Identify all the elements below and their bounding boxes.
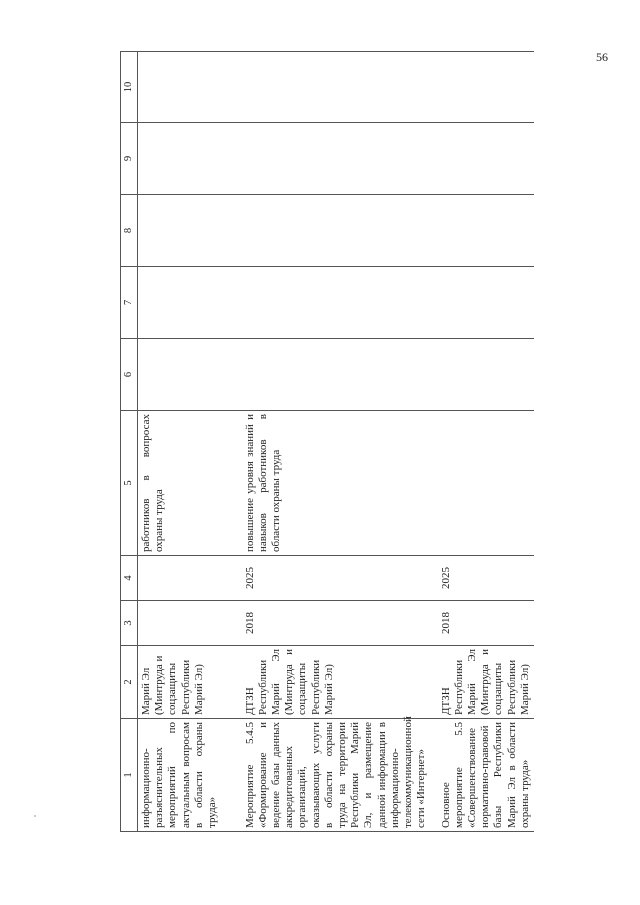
rotated-table-container — [120, 52, 531, 832]
empty-cell — [242, 267, 438, 339]
empty-cell — [138, 123, 242, 195]
header-row — [121, 52, 138, 832]
column-header: 9 — [121, 123, 138, 195]
empty-cell — [242, 195, 438, 267]
start-year-cell — [138, 601, 242, 646]
page-number: 56 — [596, 50, 608, 64]
empty-cell — [138, 195, 242, 267]
scan-speck — [34, 815, 36, 817]
measures-table — [120, 51, 534, 832]
result-cell — [438, 411, 534, 556]
column-header: 7 — [121, 267, 138, 339]
measure-cell: Основное мероприятие 5.5 «Совершенствование нормативно-правовой базы Республики Марий Эл в области охраны труда» — [438, 719, 534, 832]
start-year-cell: 2018 — [438, 601, 534, 646]
empty-cell — [438, 267, 534, 339]
table-row — [242, 52, 438, 832]
column-header: 5 — [121, 411, 138, 556]
measure-cell: информационно-разъяснительных мероприятий по актуальным вопросам в области охраны труда» — [138, 719, 242, 832]
result-cell: повышение уровня знаний и навыков работников в области охраны труда — [242, 411, 438, 556]
column-header: 10 — [121, 52, 138, 123]
column-header: 6 — [121, 339, 138, 411]
measure-cell: Мероприятие 5.4.5 «Формирование и ведение базы данных аккредитованных организаций, оказывающих услуги в области охраны труда на территории Республики Марий Эл, и размещение данной информации в информационно-телекоммуникационной сети «Интернет» — [242, 719, 438, 832]
empty-cell — [138, 339, 242, 411]
column-header: 3 — [121, 601, 138, 646]
column-header: 1 — [121, 719, 138, 832]
column-header: 4 — [121, 556, 138, 601]
end-year-cell: 2025 — [242, 556, 438, 601]
column-header: 8 — [121, 195, 138, 267]
empty-cell — [438, 123, 534, 195]
empty-cell — [438, 195, 534, 267]
end-year-cell — [138, 556, 242, 601]
start-year-cell: 2018 — [242, 601, 438, 646]
result-cell: работников в вопросах охраны труда — [138, 411, 242, 556]
executor-cell: ДТЗН Республики Марий Эл (Минтруда и соцзащиты Республики Марий Эл) — [438, 646, 534, 719]
column-header: 2 — [121, 646, 138, 719]
executor-cell: Марий Эл (Минтруда и соцзащиты Республики Марий Эл) — [138, 646, 242, 719]
empty-cell — [438, 52, 534, 123]
end-year-cell: 2025 — [438, 556, 534, 601]
empty-cell — [438, 339, 534, 411]
empty-cell — [138, 267, 242, 339]
empty-cell — [242, 52, 438, 123]
empty-cell — [138, 52, 242, 123]
table-row — [438, 52, 534, 832]
empty-cell — [242, 339, 438, 411]
empty-cell — [242, 123, 438, 195]
executor-cell: ДТЗН Республики Марий Эл (Минтруда и соцзащиты Республики Марий Эл) — [242, 646, 438, 719]
table-row — [138, 52, 242, 832]
